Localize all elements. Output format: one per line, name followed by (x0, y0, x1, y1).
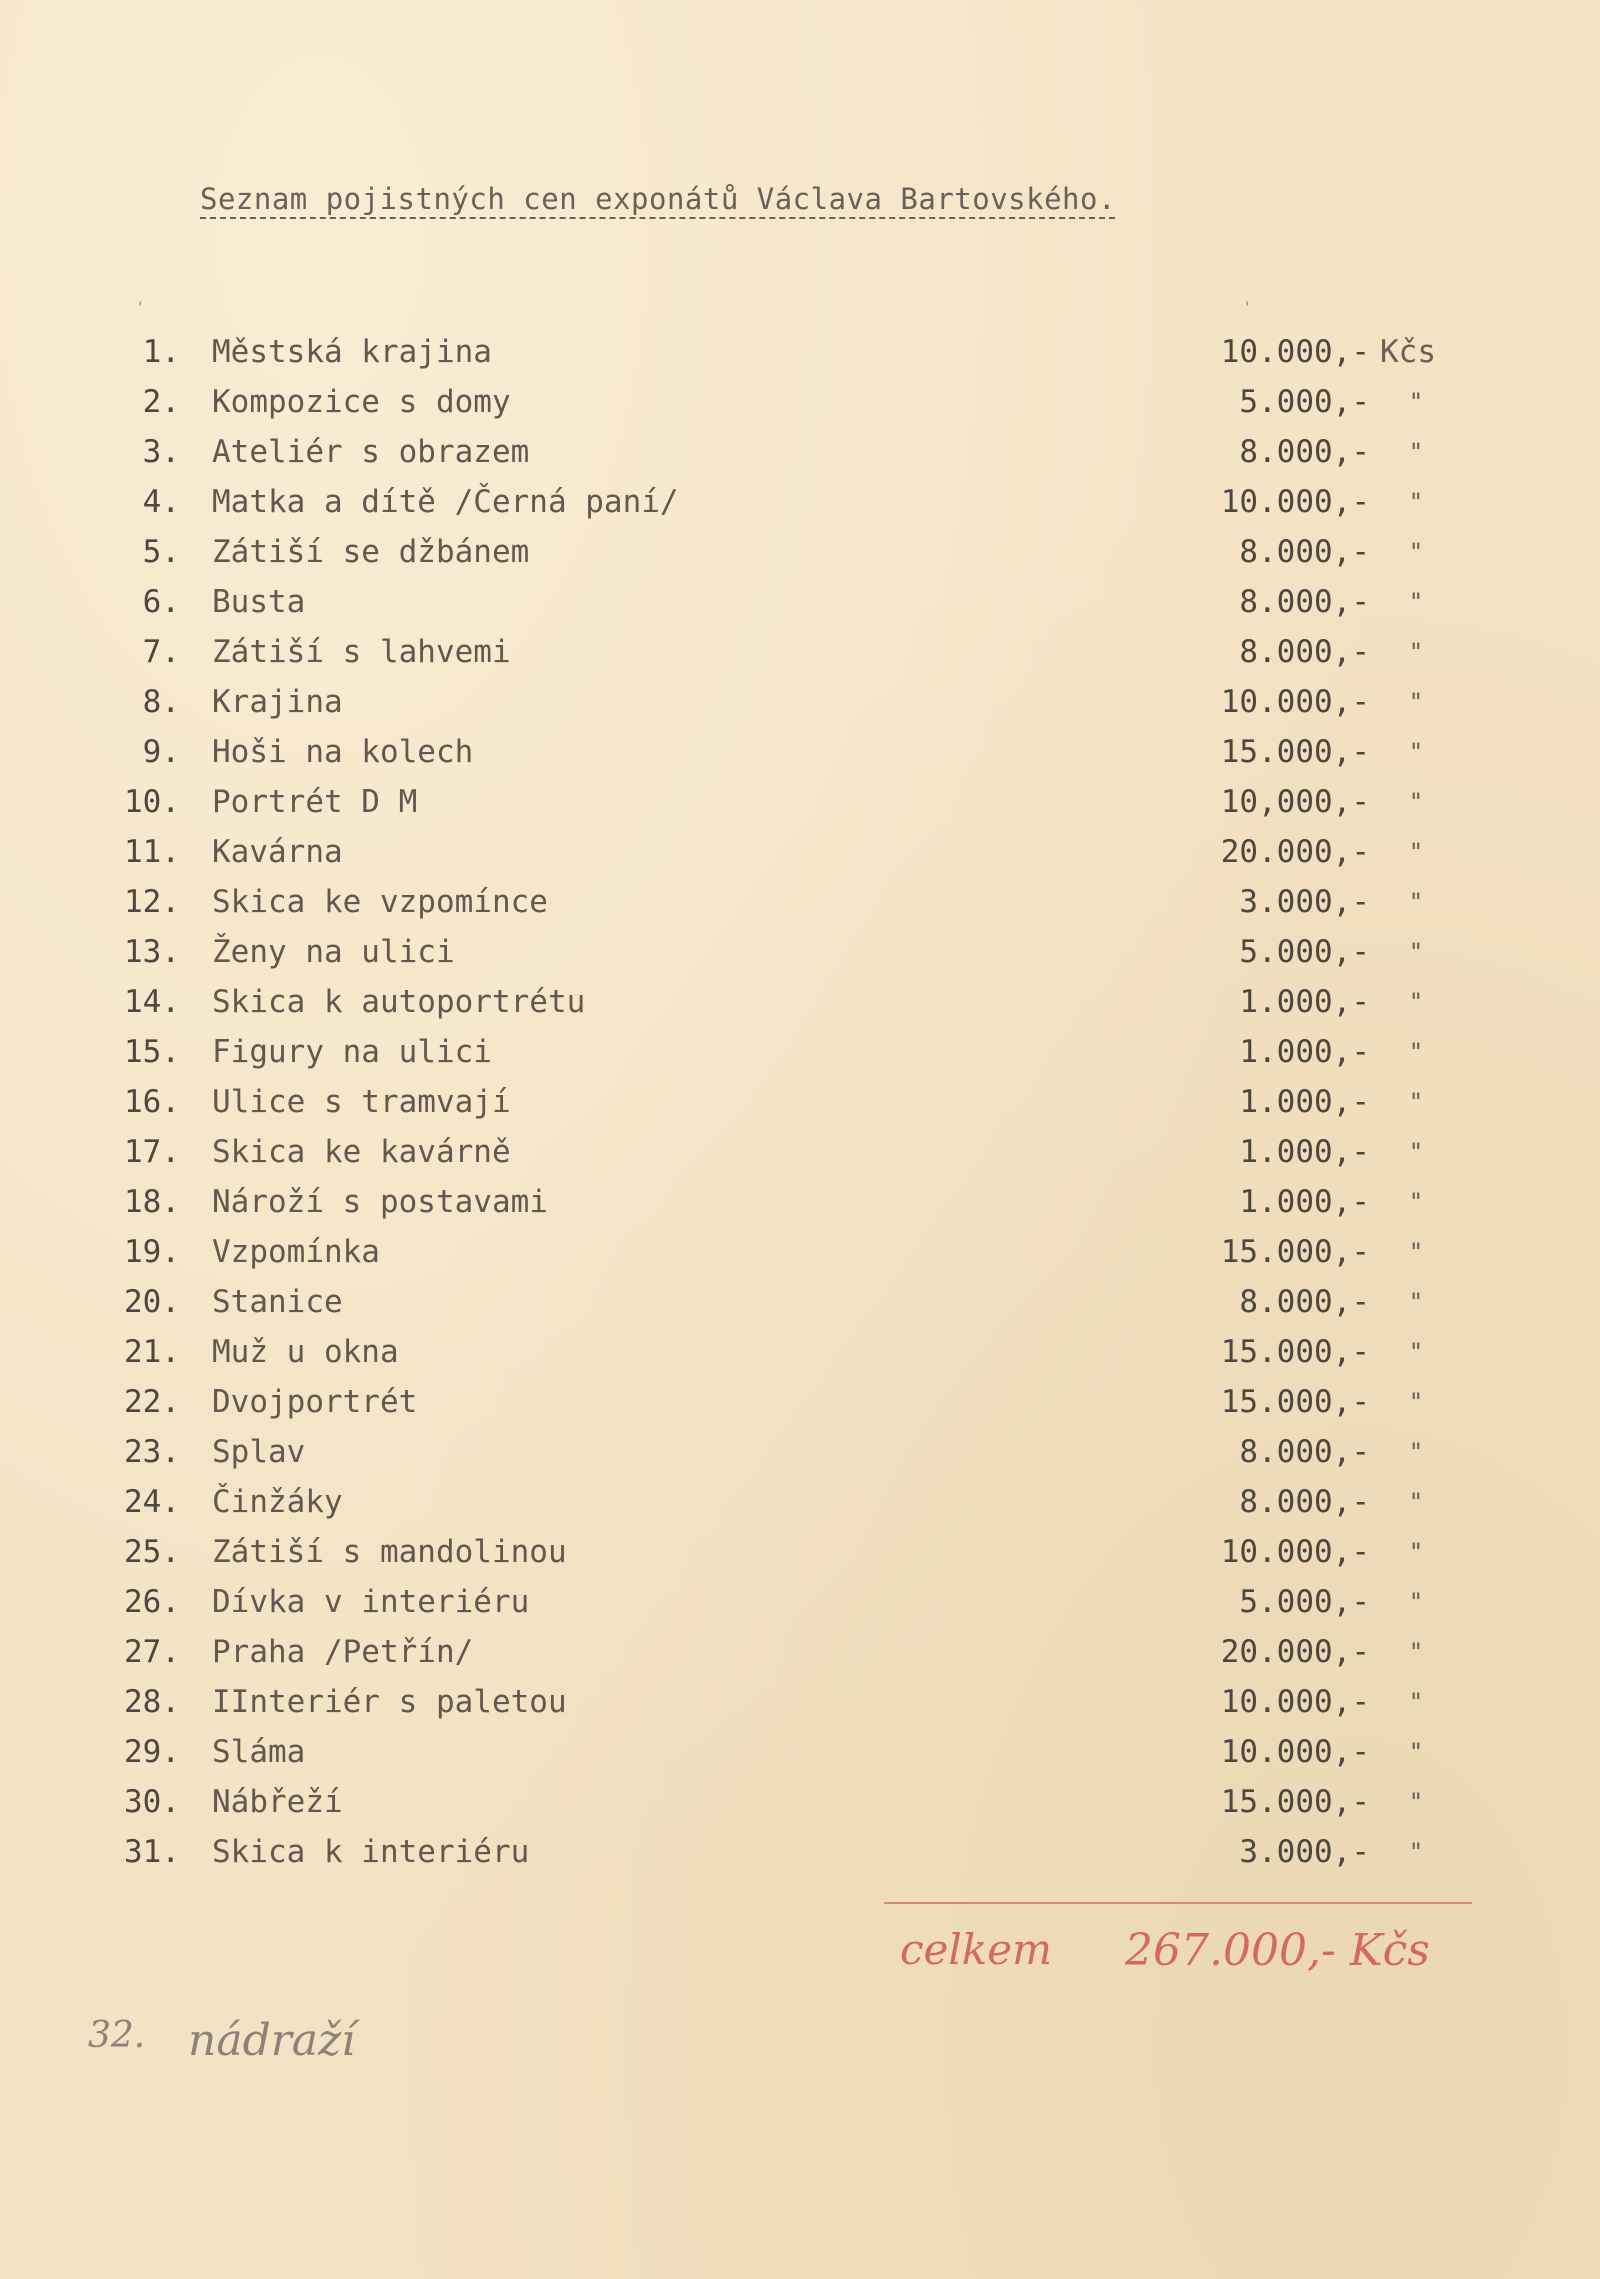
item-insurance-value: 1.000,- (1239, 1184, 1370, 1220)
item-number: 4. (142, 484, 180, 520)
item-insurance-value: 20.000,- (1220, 1634, 1370, 1670)
item-insurance-value: 1.000,- (1239, 984, 1370, 1020)
list-item (0, 777, 1600, 827)
item-insurance-value: 15.000,- (1220, 1384, 1370, 1420)
item-number: 23. (124, 1434, 180, 1470)
item-number: 28. (124, 1684, 180, 1720)
item-title: Praha /Petřín/ (212, 1634, 474, 1670)
list-item (0, 1277, 1600, 1327)
ditto-mark: " (1408, 488, 1424, 516)
item-title: Kavárna (212, 834, 343, 870)
item-title: Ženy na ulici (212, 934, 455, 970)
ditto-mark: " (1408, 1738, 1424, 1766)
item-insurance-value: 1.000,- (1239, 1084, 1370, 1120)
ditto-mark: " (1408, 888, 1424, 916)
item-number: 24. (124, 1484, 180, 1520)
item-title: Portrét D M (212, 784, 418, 820)
item-insurance-value: 5.000,- (1239, 1584, 1370, 1620)
ditto-mark: " (1408, 1138, 1424, 1166)
handwritten-item-number: 32. (88, 2015, 146, 2056)
ditto-mark: " (1408, 1638, 1424, 1666)
item-title: Muž u okna (212, 1334, 399, 1370)
ditto-mark: " (1408, 638, 1424, 666)
list-item (0, 1627, 1600, 1677)
item-title: Kompozice s domy (212, 384, 511, 420)
item-title: Stanice (212, 1284, 343, 1320)
item-title: Skica ke kavárně (212, 1134, 511, 1170)
item-number: 18. (124, 1184, 180, 1220)
item-number: 6. (142, 584, 180, 620)
item-title: Hoši na kolech (212, 734, 474, 770)
item-insurance-value: 10.000,- (1220, 1534, 1370, 1570)
list-item (0, 1527, 1600, 1577)
ditto-mark: " (1408, 788, 1424, 816)
tick-mark: ' (136, 300, 145, 316)
item-insurance-value: 10.000,- (1220, 1684, 1370, 1720)
item-insurance-value: 8.000,- (1239, 584, 1370, 620)
ditto-mark: " (1408, 388, 1424, 416)
list-item (0, 377, 1600, 427)
item-insurance-value: 10.000,- (1220, 684, 1370, 720)
item-number: 30. (124, 1784, 180, 1820)
ditto-mark: " (1408, 588, 1424, 616)
item-insurance-value: 15.000,- (1220, 1334, 1370, 1370)
item-number: 17. (124, 1134, 180, 1170)
item-number: 5. (142, 534, 180, 570)
ditto-mark: " (1408, 1438, 1424, 1466)
ditto-mark: " (1408, 538, 1424, 566)
ditto-mark: " (1408, 1038, 1424, 1066)
list-item (0, 1177, 1600, 1227)
ditto-mark: " (1408, 1288, 1424, 1316)
list-item (0, 1677, 1600, 1727)
list-item (0, 877, 1600, 927)
list-item (0, 1127, 1600, 1177)
item-insurance-value: 15.000,- (1220, 1784, 1370, 1820)
item-insurance-value: 10.000,- (1220, 1734, 1370, 1770)
item-title: Matka a dítě /Černá paní/ (212, 484, 679, 520)
item-title: Městská krajina (212, 334, 492, 370)
list-item (0, 1377, 1600, 1427)
ditto-mark: " (1408, 1788, 1424, 1816)
ditto-mark: " (1408, 1488, 1424, 1516)
currency-label: Kčs (1380, 334, 1436, 370)
item-number: 14. (124, 984, 180, 1020)
item-number: 13. (124, 934, 180, 970)
item-number: 7. (142, 634, 180, 670)
item-number: 15. (124, 1034, 180, 1070)
tick-mark: ' (1243, 300, 1252, 316)
item-insurance-value: 10.000,- (1220, 334, 1370, 370)
ditto-mark: " (1408, 1588, 1424, 1616)
item-title: Nábřeží (212, 1784, 343, 1820)
item-insurance-value: 1.000,- (1239, 1034, 1370, 1070)
item-title: Zátiší s mandolinou (212, 1534, 567, 1570)
list-item (0, 727, 1600, 777)
item-title: Krajina (212, 684, 343, 720)
item-insurance-value: 8.000,- (1239, 534, 1370, 570)
list-item (0, 827, 1600, 877)
item-insurance-value: 5.000,- (1239, 934, 1370, 970)
item-insurance-value: 15.000,- (1220, 734, 1370, 770)
handwritten-item-name: nádraží (188, 2015, 356, 2066)
item-title: Vzpomínka (212, 1234, 380, 1270)
item-insurance-value: 8.000,- (1239, 434, 1370, 470)
list-item (0, 1777, 1600, 1827)
item-title: Dívka v interiéru (212, 1584, 530, 1620)
item-title: Figury na ulici (212, 1034, 492, 1070)
ditto-mark: " (1408, 1338, 1424, 1366)
item-title: Dvojportrét (212, 1384, 418, 1420)
item-number: 20. (124, 1284, 180, 1320)
item-number: 12. (124, 884, 180, 920)
item-number: 8. (142, 684, 180, 720)
list-item (0, 527, 1600, 577)
item-number: 27. (124, 1634, 180, 1670)
item-insurance-value: 8.000,- (1239, 1434, 1370, 1470)
ditto-mark: " (1408, 1238, 1424, 1266)
ditto-mark: " (1408, 1688, 1424, 1716)
item-insurance-value: 3.000,- (1239, 884, 1370, 920)
item-title: Skica ke vzpomínce (212, 884, 548, 920)
item-number: 21. (124, 1334, 180, 1370)
ditto-mark: " (1408, 1538, 1424, 1566)
list-item (0, 327, 1600, 377)
list-item (0, 1477, 1600, 1527)
item-title: IInteriér s paletou (212, 1684, 567, 1720)
item-number: 1. (142, 334, 180, 370)
list-item (0, 1577, 1600, 1627)
ditto-mark: " (1408, 1188, 1424, 1216)
ditto-mark: " (1408, 938, 1424, 966)
ditto-mark: " (1408, 738, 1424, 766)
item-title: Zátiší s lahvemi (212, 634, 511, 670)
total-value: 267.000,- Kčs (1125, 1925, 1430, 1976)
list-item (0, 1077, 1600, 1127)
ditto-mark: " (1408, 1838, 1424, 1866)
list-item (0, 1227, 1600, 1277)
item-number: 3. (142, 434, 180, 470)
item-title: Ulice s tramvají (212, 1084, 511, 1120)
list-item (0, 1827, 1600, 1877)
item-number: 31. (124, 1834, 180, 1870)
item-insurance-value: 8.000,- (1239, 634, 1370, 670)
item-title: Busta (212, 584, 306, 620)
ditto-mark: " (1408, 1088, 1424, 1116)
item-insurance-value: 8.000,- (1239, 1284, 1370, 1320)
ditto-mark: " (1408, 1388, 1424, 1416)
ditto-mark: " (1408, 688, 1424, 716)
item-number: 10. (124, 784, 180, 820)
list-item (0, 427, 1600, 477)
item-title: Ateliér s obrazem (212, 434, 530, 470)
item-insurance-value: 10.000,- (1220, 484, 1370, 520)
item-insurance-value: 3.000,- (1239, 1834, 1370, 1870)
ditto-mark: " (1408, 438, 1424, 466)
item-title: Skica k interiéru (212, 1834, 530, 1870)
item-title: Činžáky (212, 1484, 343, 1520)
total-rule (884, 1902, 1472, 1904)
item-number: 29. (124, 1734, 180, 1770)
ditto-mark: " (1408, 988, 1424, 1016)
item-number: 11. (124, 834, 180, 870)
item-title: Zátiší se džbánem (212, 534, 530, 570)
item-number: 19. (124, 1234, 180, 1270)
item-insurance-value: 15.000,- (1220, 1234, 1370, 1270)
document-title: Seznam pojistných cen exponátů Václava Bartovského. (200, 182, 1116, 216)
list-item (0, 927, 1600, 977)
list-item (0, 1027, 1600, 1077)
item-title: Splav (212, 1434, 306, 1470)
item-number: 16. (124, 1084, 180, 1120)
list-item (0, 677, 1600, 727)
list-item (0, 1427, 1600, 1477)
list-item (0, 577, 1600, 627)
item-number: 22. (124, 1384, 180, 1420)
item-number: 26. (124, 1584, 180, 1620)
list-item (0, 1727, 1600, 1777)
list-item (0, 627, 1600, 677)
list-item (0, 1327, 1600, 1377)
total-label: celkem (900, 1925, 1052, 1974)
item-insurance-value: 5.000,- (1239, 384, 1370, 420)
item-insurance-value: 20.000,- (1220, 834, 1370, 870)
item-number: 25. (124, 1534, 180, 1570)
item-number: 2. (142, 384, 180, 420)
ditto-mark: " (1408, 838, 1424, 866)
item-title: Skica k autoportrétu (212, 984, 586, 1020)
item-insurance-value: 10,000,- (1220, 784, 1370, 820)
list-item (0, 477, 1600, 527)
item-title: Nároží s postavami (212, 1184, 548, 1220)
item-insurance-value: 8.000,- (1239, 1484, 1370, 1520)
item-number: 9. (142, 734, 180, 770)
list-item (0, 977, 1600, 1027)
item-title: Sláma (212, 1734, 306, 1770)
item-insurance-value: 1.000,- (1239, 1134, 1370, 1170)
